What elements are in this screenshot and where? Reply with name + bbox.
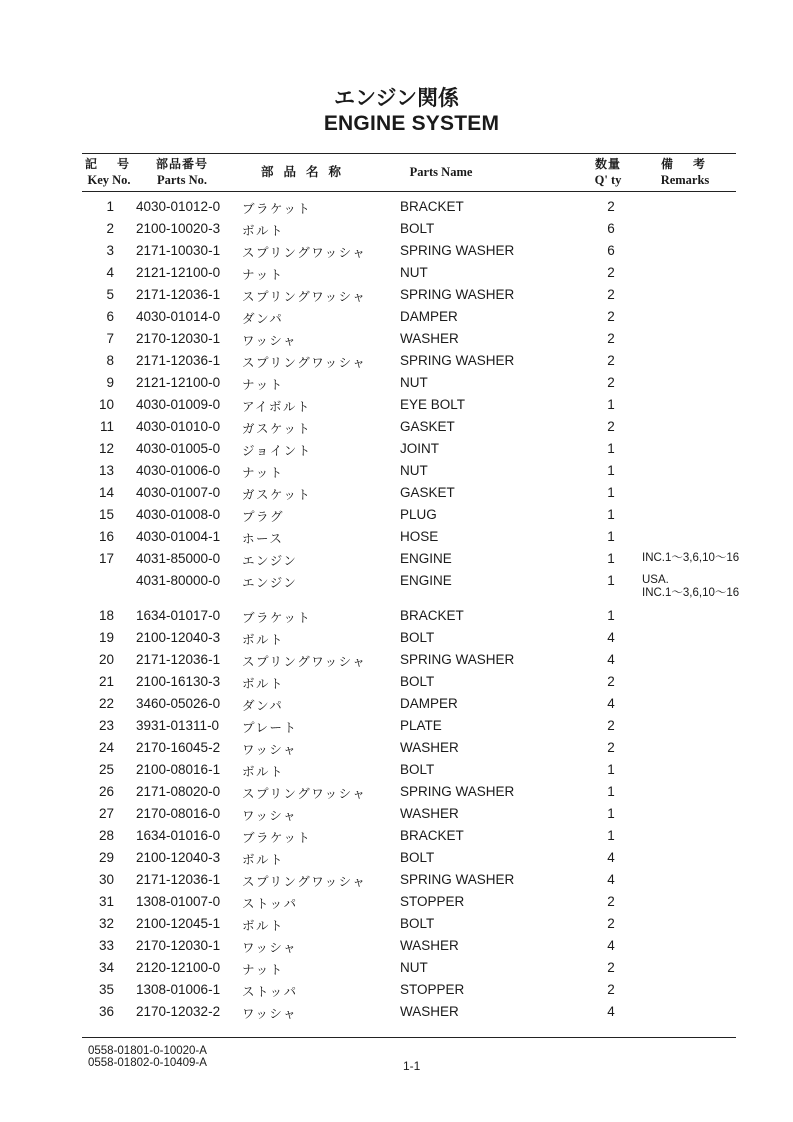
- column-header-qty: [586, 156, 630, 188]
- column-header-remarks-en: Remarks: [660, 173, 710, 187]
- part-name-jp: プラグ: [242, 509, 285, 524]
- key-no: 20: [98, 652, 114, 667]
- key-no: 23: [98, 718, 114, 733]
- key-no: 36: [98, 1004, 114, 1019]
- page-title-jp: エンジン関係: [334, 86, 459, 110]
- quantity: 1: [607, 507, 615, 522]
- table-row: [0, 350, 793, 372]
- key-no: 29: [98, 850, 114, 865]
- column-header-qty-jp: 数量: [594, 157, 621, 171]
- column-header-parts-name-jp: 部品名称: [260, 165, 351, 179]
- table-row: [0, 913, 793, 935]
- table-row: [0, 737, 793, 759]
- quantity: 1: [607, 573, 615, 588]
- part-name-en: SPRING WASHER: [400, 243, 515, 258]
- quantity: 2: [607, 718, 615, 733]
- part-name-jp: スプリングワッシャ: [242, 289, 367, 304]
- quantity: 1: [607, 806, 615, 821]
- table-row: [0, 649, 793, 671]
- quantity: 2: [607, 674, 615, 689]
- part-name-en: BRACKET: [400, 199, 464, 214]
- part-name-en: WASHER: [400, 806, 459, 821]
- key-no: 30: [98, 872, 114, 887]
- key-no: 27: [98, 806, 114, 821]
- table-row: [0, 262, 793, 284]
- footer-code-1: 0558-01801-0-10020-A: [88, 1045, 207, 1057]
- table-row: [0, 825, 793, 847]
- key-no: 4: [106, 265, 114, 280]
- quantity: 4: [607, 872, 615, 887]
- part-name-jp: ジョイント: [242, 443, 312, 458]
- key-no: 14: [98, 485, 114, 500]
- key-no: 1: [106, 199, 114, 214]
- part-name-en: STOPPER: [400, 982, 465, 997]
- part-name-jp: ワッシャ: [242, 940, 298, 955]
- key-no: 18: [98, 608, 114, 623]
- part-name-jp: ナット: [242, 962, 284, 977]
- part-name-jp: ダンパ: [242, 311, 284, 326]
- key-no: 9: [106, 375, 114, 390]
- part-name-jp: ボルト: [242, 223, 285, 238]
- table-row: [0, 482, 793, 504]
- part-name-en: NUT: [400, 463, 428, 478]
- table-row: [0, 781, 793, 803]
- quantity: 4: [607, 630, 615, 645]
- table-row: [0, 438, 793, 460]
- part-name-jp: ボルト: [242, 764, 285, 779]
- key-no: 2: [106, 221, 114, 236]
- table-row: [0, 759, 793, 781]
- part-name-en: SPRING WASHER: [400, 872, 515, 887]
- key-no: 12: [98, 441, 114, 456]
- footer-code-2: 0558-01802-0-10409-A: [88, 1057, 207, 1069]
- part-name-en: BOLT: [400, 221, 435, 236]
- part-number: 4030-01009-0: [136, 397, 221, 412]
- remarks-line: INC.1～3,6,10～16: [642, 587, 740, 599]
- part-number: 2170-16045-2: [136, 740, 221, 755]
- quantity: 2: [607, 960, 615, 975]
- remarks-line: USA.: [642, 574, 669, 586]
- part-number: 4031-80000-0: [136, 573, 221, 588]
- part-number: 2171-12036-1: [136, 872, 221, 887]
- table-row: [0, 548, 793, 570]
- part-name-jp: ナット: [242, 465, 284, 480]
- quantity: 4: [607, 652, 615, 667]
- table-row: [0, 570, 793, 605]
- part-name-jp: ストッパ: [242, 896, 298, 911]
- part-number: 4030-01012-0: [136, 199, 221, 214]
- table-row: [0, 196, 793, 218]
- part-name-en: PLUG: [400, 507, 437, 522]
- part-number: 2100-08016-1: [136, 762, 221, 777]
- part-name-en: JOINT: [400, 441, 439, 456]
- part-name-en: ENGINE: [400, 573, 452, 588]
- key-no: 19: [98, 630, 114, 645]
- key-no: 31: [98, 894, 114, 909]
- key-no: 3: [106, 243, 114, 258]
- part-name-jp: スプリングワッシャ: [242, 786, 367, 801]
- part-number: 2171-12036-1: [136, 353, 221, 368]
- quantity: 2: [607, 894, 615, 909]
- part-name-jp: ワッシャ: [242, 1006, 298, 1021]
- table-row: [0, 394, 793, 416]
- part-number: 1634-01016-0: [136, 828, 221, 843]
- column-header-parts-no-en: Parts No.: [157, 173, 207, 187]
- part-number: 2100-10020-3: [136, 221, 221, 236]
- part-number: 2100-12040-3: [136, 630, 221, 645]
- part-number: 4030-01007-0: [136, 485, 221, 500]
- part-name-en: BOLT: [400, 630, 435, 645]
- key-no: 28: [98, 828, 114, 843]
- key-no: 15: [98, 507, 114, 522]
- key-no: 13: [98, 463, 114, 478]
- key-no: 26: [98, 784, 114, 799]
- quantity: 1: [607, 529, 615, 544]
- part-name-en: PLATE: [400, 718, 442, 733]
- table-row: [0, 416, 793, 438]
- remarks: [642, 574, 739, 600]
- part-name-en: GASKET: [400, 485, 455, 500]
- part-name-en: WASHER: [400, 1004, 459, 1019]
- quantity: 1: [607, 784, 615, 799]
- table-row: [0, 979, 793, 1001]
- part-name-en: BOLT: [400, 916, 435, 931]
- part-number: 1634-01017-0: [136, 608, 221, 623]
- table-row: [0, 627, 793, 649]
- column-header-remarks-jp: 備 考: [660, 157, 709, 171]
- part-name-jp: エンジン: [242, 575, 298, 590]
- part-number: 4030-01006-0: [136, 463, 221, 478]
- part-name-en: STOPPER: [400, 894, 465, 909]
- part-name-jp: ガスケット: [242, 487, 312, 502]
- part-name-jp: ブラケット: [242, 201, 312, 216]
- part-name-en: SPRING WASHER: [400, 353, 515, 368]
- column-header-remarks: [650, 156, 720, 188]
- part-number: 3931-01311-0: [136, 718, 220, 733]
- part-name-en: SPRING WASHER: [400, 652, 515, 667]
- part-number: 2100-12040-3: [136, 850, 221, 865]
- page-number: 1-1: [403, 1059, 421, 1073]
- table-row: [0, 605, 793, 627]
- part-number: 1308-01006-1: [136, 982, 221, 997]
- part-name-jp: ボルト: [242, 676, 285, 691]
- part-number: 4030-01014-0: [136, 309, 221, 324]
- quantity: 1: [607, 608, 615, 623]
- table-row: [0, 891, 793, 913]
- quantity: 4: [607, 938, 615, 953]
- part-name-en: BOLT: [400, 762, 435, 777]
- part-number: 2100-12045-1: [136, 916, 221, 931]
- part-name-jp: ボルト: [242, 632, 285, 647]
- part-name-jp: スプリングワッシャ: [242, 245, 367, 260]
- part-number: 2171-10030-1: [136, 243, 221, 258]
- quantity: 2: [607, 265, 615, 280]
- part-number: 1308-01007-0: [136, 894, 221, 909]
- part-name-jp: ブラケット: [242, 610, 312, 625]
- part-number: 2120-12100-0: [136, 960, 221, 975]
- quantity: 6: [607, 243, 615, 258]
- key-no: 8: [106, 353, 114, 368]
- remarks: [642, 552, 739, 565]
- table-row: [0, 935, 793, 957]
- quantity: 2: [607, 375, 615, 390]
- header-bottom-rule: [82, 191, 736, 192]
- quantity: 1: [607, 485, 615, 500]
- part-name-jp: ストッパ: [242, 984, 298, 999]
- part-number: 4030-01010-0: [136, 419, 221, 434]
- part-name-jp: スプリングワッシャ: [242, 654, 367, 669]
- part-name-jp: ホース: [242, 531, 284, 546]
- part-name-jp: ナット: [242, 267, 284, 282]
- part-number: 2171-12036-1: [136, 287, 221, 302]
- column-header-key-jp: 記 号: [84, 157, 133, 171]
- part-name-en: SPRING WASHER: [400, 287, 515, 302]
- key-no: 11: [99, 419, 114, 434]
- quantity: 4: [607, 1004, 615, 1019]
- part-name-en: BOLT: [400, 850, 435, 865]
- part-number: 4031-85000-0: [136, 551, 221, 566]
- key-no: 32: [98, 916, 114, 931]
- quantity: 4: [607, 696, 615, 711]
- part-name-jp: ワッシャ: [242, 808, 298, 823]
- quantity: 2: [607, 287, 615, 302]
- key-no: 5: [106, 287, 114, 302]
- part-name-jp: プレート: [242, 720, 298, 735]
- table-row: [0, 693, 793, 715]
- part-name-en: DAMPER: [400, 309, 458, 324]
- part-name-jp: ガスケット: [242, 421, 312, 436]
- part-name-en: EYE BOLT: [400, 397, 466, 412]
- part-name-en: WASHER: [400, 331, 459, 346]
- part-name-jp: ワッシャ: [242, 333, 298, 348]
- table-row: [0, 328, 793, 350]
- quantity: 1: [607, 441, 615, 456]
- part-number: 4030-01005-0: [136, 441, 221, 456]
- key-no: 25: [98, 762, 114, 777]
- part-name-jp: ブラケット: [242, 830, 312, 845]
- part-name-jp: エンジン: [242, 553, 298, 568]
- key-no: 16: [98, 529, 114, 544]
- table-row: [0, 240, 793, 262]
- part-number: 2171-12036-1: [136, 652, 221, 667]
- table-row: [0, 671, 793, 693]
- table-row: [0, 372, 793, 394]
- table-row: [0, 526, 793, 548]
- part-number: 4030-01004-1: [136, 529, 221, 544]
- table-row: [0, 715, 793, 737]
- table-row: [0, 284, 793, 306]
- quantity: 2: [607, 353, 615, 368]
- key-no: 17: [98, 551, 114, 566]
- part-name-jp: ボルト: [242, 918, 285, 933]
- part-number: 4030-01008-0: [136, 507, 221, 522]
- quantity: 2: [607, 419, 615, 434]
- part-number: 2171-08020-0: [136, 784, 221, 799]
- quantity: 4: [607, 850, 615, 865]
- quantity: 2: [607, 331, 615, 346]
- parts-table: [0, 196, 793, 1023]
- table-row: [0, 504, 793, 526]
- quantity: 6: [607, 221, 615, 236]
- column-header-parts-no-jp: 部品番号: [155, 157, 208, 171]
- part-name-jp: ナット: [242, 377, 284, 392]
- part-name-en: BOLT: [400, 674, 435, 689]
- table-row: [0, 460, 793, 482]
- key-no: 10: [98, 397, 114, 412]
- part-name-en: BRACKET: [400, 608, 464, 623]
- part-number: 2170-08016-0: [136, 806, 221, 821]
- part-name-en: DAMPER: [400, 696, 458, 711]
- column-header-qty-en: Q' ty: [594, 173, 622, 187]
- column-header-key-en: Key No.: [87, 173, 131, 187]
- part-name-jp: ボルト: [242, 852, 285, 867]
- table-row: [0, 803, 793, 825]
- table-row: [0, 869, 793, 891]
- part-name-jp: スプリングワッシャ: [242, 355, 367, 370]
- quantity: 2: [607, 740, 615, 755]
- quantity: 2: [607, 199, 615, 214]
- key-no: 24: [98, 740, 114, 755]
- part-name-en: GASKET: [400, 419, 455, 434]
- column-header-parts-name-en: Parts Name: [409, 165, 473, 179]
- part-name-jp: アイボルト: [242, 399, 311, 414]
- part-name-jp: ダンパ: [242, 698, 284, 713]
- part-name-en: NUT: [400, 960, 428, 975]
- part-name-en: NUT: [400, 265, 428, 280]
- part-number: 2170-12030-1: [136, 331, 221, 346]
- footer-rule: [82, 1037, 736, 1038]
- quantity: 1: [607, 828, 615, 843]
- key-no: 33: [98, 938, 114, 953]
- part-number: 2170-12032-2: [136, 1004, 221, 1019]
- part-name-en: BRACKET: [400, 828, 464, 843]
- part-name-en: WASHER: [400, 740, 459, 755]
- remarks-line: INC.1～3,6,10～16: [642, 552, 740, 564]
- part-number: 2121-12100-0: [136, 375, 221, 390]
- page-title-en: ENGINE SYSTEM: [323, 112, 500, 135]
- key-no: 34: [98, 960, 114, 975]
- key-no: 6: [106, 309, 114, 324]
- part-number: 3460-05026-0: [136, 696, 221, 711]
- part-number: 2121-12100-0: [136, 265, 221, 280]
- part-name-en: SPRING WASHER: [400, 784, 515, 799]
- quantity: 1: [607, 463, 615, 478]
- key-no: 35: [98, 982, 114, 997]
- part-number: 2100-16130-3: [136, 674, 221, 689]
- table-row: [0, 957, 793, 979]
- key-no: 22: [98, 696, 114, 711]
- part-name-en: ENGINE: [400, 551, 452, 566]
- column-header-parts-no: [146, 156, 218, 188]
- quantity: 1: [607, 762, 615, 777]
- header-top-rule: [82, 153, 736, 154]
- quantity: 2: [607, 982, 615, 997]
- part-name-jp: ワッシャ: [242, 742, 298, 757]
- table-row: [0, 847, 793, 869]
- part-name-en: HOSE: [400, 529, 439, 544]
- key-no: 21: [98, 674, 114, 689]
- part-name-en: WASHER: [400, 938, 459, 953]
- column-header-key: [80, 156, 138, 188]
- table-row: [0, 1001, 793, 1023]
- part-name-jp: スプリングワッシャ: [242, 874, 367, 889]
- table-row: [0, 218, 793, 240]
- quantity: 2: [607, 309, 615, 324]
- quantity: 1: [607, 551, 615, 566]
- quantity: 2: [607, 916, 615, 931]
- quantity: 1: [607, 397, 615, 412]
- key-no: 7: [106, 331, 114, 346]
- table-row: [0, 306, 793, 328]
- part-name-en: NUT: [400, 375, 428, 390]
- part-number: 2170-12030-1: [136, 938, 221, 953]
